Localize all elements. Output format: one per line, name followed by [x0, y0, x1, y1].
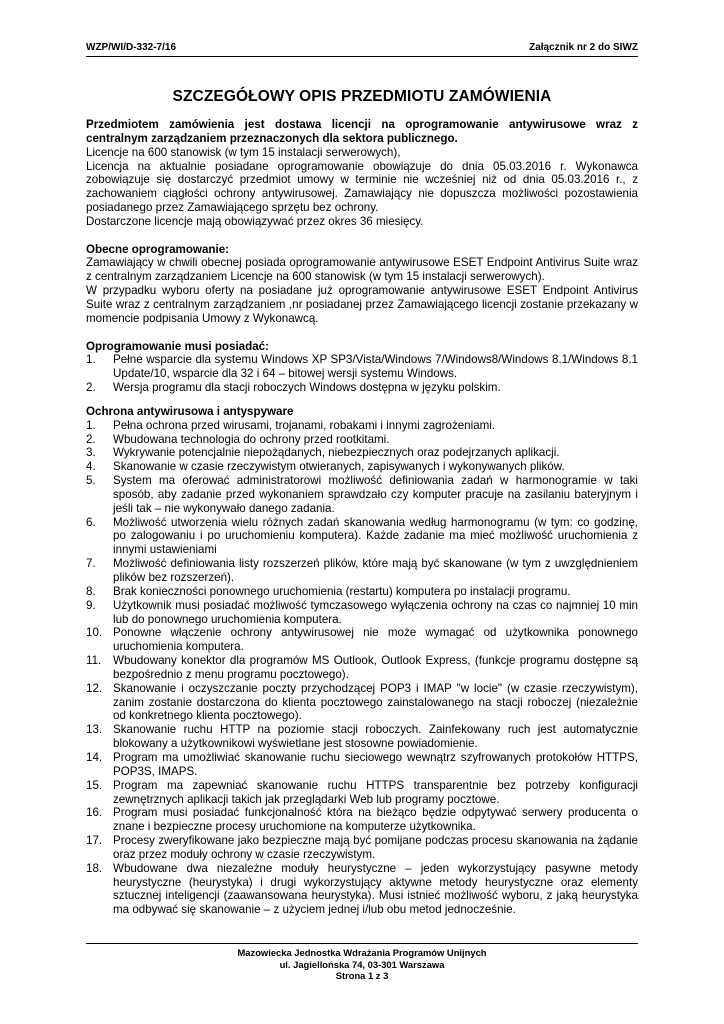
- page-footer: [86, 943, 638, 982]
- footer-address: ul. Jagiellońska 74, 03-301 Warszawa: [279, 958, 445, 970]
- list-item: 9. Użytkownik musi posiadać możliwość tymczasowego wyłączenia ochrony na czas co najmniej 10 min lub do ponownego uruchomienia komputera.: [86, 598, 638, 626]
- current-software-p1: Zamawiający w chwili obecnej posiada oprogramowanie antywirusowe ESET Endpoint Antivirus Suite wraz z centralnym zarządzaniem Licencje na 600 stanowisk (w tym 15 instalacji serwerowych).: [86, 256, 638, 284]
- intro-licences: Licencje na 600 stanowisk (w tym 15 instalacji serwerowych),: [86, 145, 401, 159]
- current-software-p2: W przypadku wyboru oferty na posiadane już oprogramowanie antywirusowe ESET Endpoint Antivirus Suite wraz z centralnym zarządzaniem ,nr posiadanej przez Zamawiającego licencji zostanie przekazany w momencie podpisania Umowy z Wykonawcą.: [86, 284, 638, 325]
- document-title: SZCZEGÓŁOWY OPIS PRZEDMIOTU ZAMÓWIENIA: [172, 88, 552, 105]
- intro-terms: Licencja na aktualnie posiadane oprogramowanie obowiązuje do dnia 05.03.2016 r. Wykonawca zobowiązuje się dostarczyć przedmiot umowy w terminie nie wcześniej niż od dnia 05.03.2016 r., z zachowaniem ciągłości ochrony antywirusowej. Zamawiający nie dopuszcza możliwości pozostawienia posiadanego przez Zamawiającego sprzętu bez ochrony.: [86, 159, 638, 215]
- current-software-heading: Obecne oprogramowanie:: [86, 242, 230, 256]
- list-item: 14. Program ma umożliwiać skanowanie ruchu sieciowego wewnątrz szyfrowanych protokołów HTTPS, POP3S, IMAPS.: [86, 750, 638, 778]
- list-item: 15. Program ma zapewniać skanowanie ruchu HTTPS transparentnie bez potrzeby konfiguracji zewnętrznych aplikacji takich jak przeglądarki Web lub programy pocztowe.: [86, 778, 638, 806]
- list-item: 11. Wbudowany konektor dla programów MS Outlook, Outlook Express, (funkcje programu dostępne są bezpośrednio z menu programu pocztowego).: [86, 654, 638, 681]
- intro-duration: Dostarczone licencje mają obowiązywać przez okres 36 miesięcy.: [86, 214, 424, 228]
- list-item: 1. Pełna ochrona przed wirusami, trojanami, robakami i innymi zagrożeniami.: [86, 418, 496, 432]
- page-header: [86, 41, 638, 57]
- requirements-list: [86, 353, 638, 395]
- list-item: 7. Możliwość definiowania listy rozszerzeń plików, które mają być skanowane (w tym z uwzględnieniem plików bez rozszerzeń).: [86, 557, 638, 584]
- list-item: 10. Ponowne włączenie ochrony antywirusowej nie może wymagać od użytkownika ponownego uruchomienia komputera.: [86, 626, 638, 654]
- list-item: 18. Wbudowane dwa niezależne moduły heurystyczne – jeden wykorzystujący pasywne metody heurystyczne (heurystyka) i drugi wykorzystujący aktywne metody heurystyczne oraz elementy sztucznej inteligencji (zaawansowana heurystyka). Musi istnieć możliwość wyboru, z jaką heurystyka ma odbywać się skanowanie – z użyciem jednej i/lub obu metod jednocześnie.: [86, 861, 638, 917]
- footer-page-number: Strona 1 z 3: [335, 970, 389, 981]
- list-item: 3. Wykrywanie potencjalnie niepożądanych, niebezpiecznych oraz podejrzanych aplikacji.: [86, 446, 560, 460]
- list-item: 6. Możliwość utworzenia wielu różnych zadań skanowania według harmonogramu (w tym: co godzinę, po zalogowaniu i po uruchomieniu komputera). Każde zadanie ma mieć możliwość uruchomienia z innymi ustawieniami: [86, 515, 638, 557]
- footer-organization: Mazowiecka Jednostka Wdrażania Programów Unijnych: [237, 947, 487, 958]
- list-item: 17. Procesy zweryfikowane jako bezpieczne mają być pomijane podczas procesu skanowania na żądanie oraz przez moduły ochrony w czasie rzeczywistym.: [86, 834, 638, 861]
- list-item: 16. Program musi posiadać funkcjonalność która na bieżąco będzie odpytywać serwery producenta o znane i bezpieczne procesy uruchomione na komputerze użytkownika.: [86, 806, 638, 834]
- attachment-label: Załącznik nr 2 do SIWZ: [529, 42, 638, 53]
- reference-number: WZP/WI/D-332-7/16: [86, 42, 177, 53]
- list-item: 2. Wersja programu dla stacji roboczych Windows dostępna w języku polskim.: [86, 381, 501, 395]
- list-item: 2. Wbudowana technologia do ochrony przed rootkitami.: [86, 432, 390, 446]
- list-item: 12. Skanowanie i oczyszczanie poczty przychodzącej POP3 i IMAP "w locie" (w czasie rzeczywistym), zanim zostanie dostarczona do klienta pocztowego zainstalowanego na stacji roboczej (niezależnie od konkretnego klienta pocztowego).: [86, 681, 638, 723]
- requirements-heading: Oprogramowanie musi posiadać:: [86, 339, 269, 353]
- list-item: 5. System ma oferować administratorowi możliwość definiowania zadań w harmonogramie w taki sposób, aby zadanie przed wykonaniem sprawdzało czy komputer pracuje na zasilaniu bateryjnym i jeśli tak – nie wykonywało danego zadania.: [86, 474, 638, 515]
- list-item: 8. Brak konieczności ponownego uruchomienia (restartu) komputera po instalacji programu.: [86, 584, 571, 598]
- protection-heading: Ochrona antywirusowa i antyspyware: [86, 404, 294, 418]
- list-item: 4. Skanowanie w czasie rzeczywistym otwieranych, zapisywanych i wykonywanych plików.: [86, 460, 565, 474]
- protection-list: [86, 419, 638, 917]
- list-item: 13. Skanowanie ruchu HTTP na poziomie stacji roboczych. Zainfekowany ruch jest automatycznie blokowany a użytkownikowi wyświetlane jest stosowne powiadomienie.: [86, 723, 638, 751]
- intro-lead: Przedmiotem zamówienia jest dostawa licencji na oprogramowanie antywirusowe wraz z centralnym zarządzaniem przeznaczonych dla sektora publicznego.: [86, 118, 638, 145]
- list-item: 1. Pełne wsparcie dla systemu Windows XP SP3/Vista/Windows 7/Windows8/Windows 8.1/Windows 8.1 Update/10, wsparcie dla 32 i 64 – bitowej wersji systemu Windows.: [86, 353, 638, 381]
- document-body: [86, 118, 638, 917]
